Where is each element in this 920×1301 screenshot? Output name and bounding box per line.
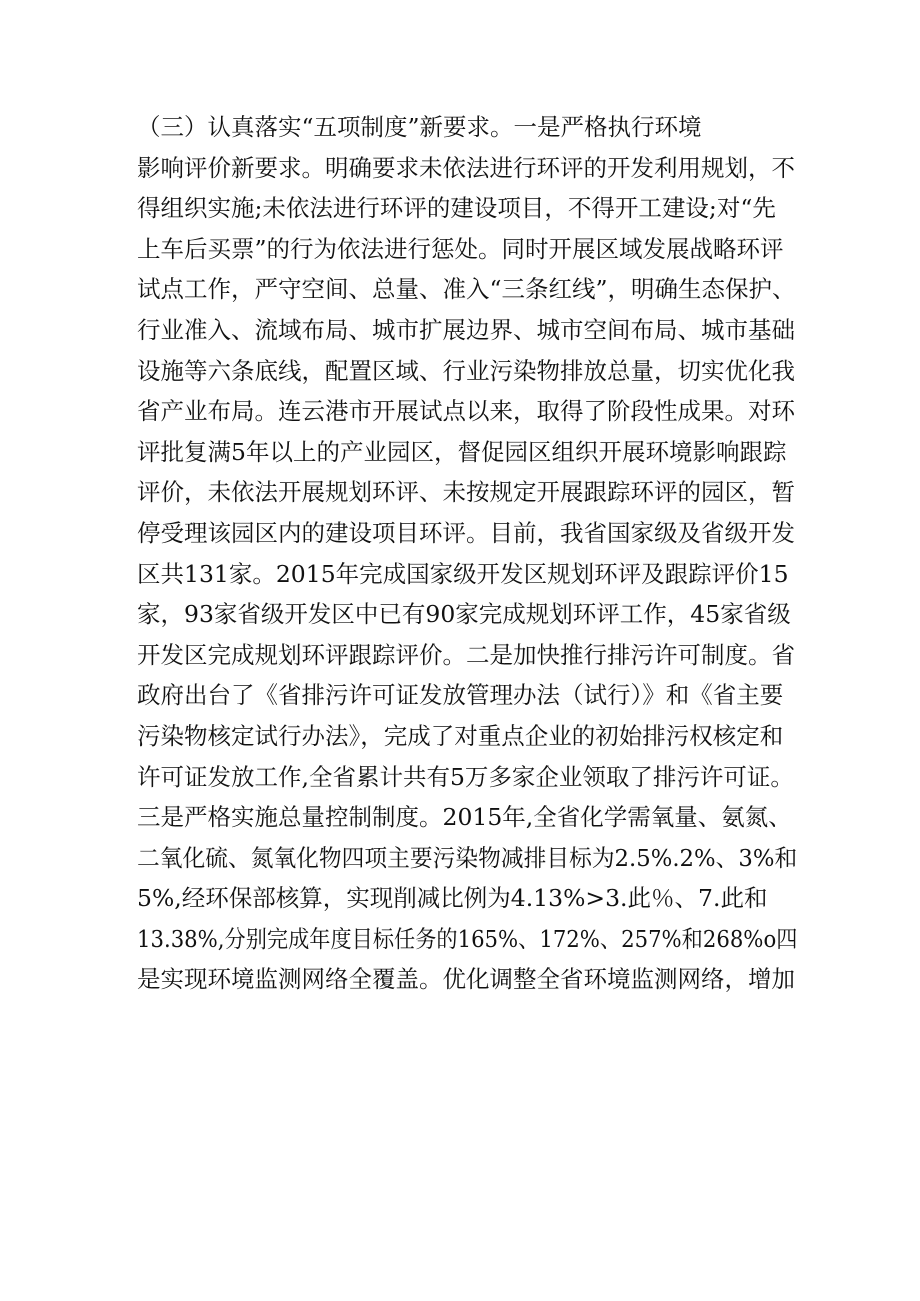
- text-line: 二氧化硫、氮氧化物四项主要污染物减排目标为2.5%.2%、3%和: [137, 843, 798, 872]
- text-line: 评批复满5年以上的产业园区，督促园区组织开展环境影响跟踪: [137, 437, 787, 466]
- text-line: 政府出台了《省排污许可证发放管理办法（试行）》和《省主要: [137, 681, 784, 710]
- text-line: 13.38%,分别完成年度目标任务的165%、172%、257%和268%o四: [137, 924, 798, 953]
- text-line: 行业准入、流域布局、城市扩展边界、城市空间布局、城市基础: [137, 315, 795, 344]
- body-paragraph: [137, 107, 797, 1000]
- text-line: 影响评价新要求。明确要求未依法进行环评的开发利用规划，不: [137, 153, 795, 182]
- text-line: （三）认真落实“五项制度”新要求。一是严格执行环境: [137, 113, 702, 141]
- text-line: 区共131家。2015年完成国家级开发区规划环评及跟踪评价15: [137, 559, 789, 588]
- text-line: 许可证发放工作,全省累计共有5万多家企业领取了排污许可证。: [137, 762, 794, 791]
- text-line: 得组织实施;未依法进行环评的建设项目，不得开工建设;对“先: [137, 194, 776, 223]
- text-line: 家，93家省级开发区中已有90家完成规划环评工作，45家省级: [137, 600, 791, 629]
- text-line: 5%,经环保部核算，实现削减比例为4.13%>3.此％、7.此和: [137, 884, 768, 913]
- text-line: 省产业布局。连云港市开展试点以来，取得了阶段性成果。对环: [137, 397, 795, 426]
- text-line: 是实现环境监测网络全覆盖。优化调整全省环境监测网络，增加: [137, 965, 795, 994]
- text-line: 试点工作，严守空间、总量、准入“三条红线”，明确生态保护、: [137, 275, 796, 304]
- text-line: 污染物核定试行办法》，完成了对重点企业的初始排污权核定和: [137, 721, 784, 750]
- text-line: 停受理该园区内的建设项目环评。目前，我省国家级及省级开发: [137, 518, 795, 547]
- text-line: 三是严格实施总量控制制度。2015年,全省化学需氧量、氨氮、: [137, 803, 792, 832]
- text-line: 评价，未依法开展规划环评、未按规定开展跟踪环评的园区，暂: [137, 478, 795, 507]
- text-line: 开发区完成规划环评跟踪评价。二是加快推行排污许可制度。省: [137, 640, 795, 669]
- text-line: 上车后买票”的行为依法进行惩处。同时开展区域发展战略环评: [137, 234, 784, 263]
- text-line: 设施等六条底线，配置区域、行业污染物排放总量，切实优化我: [137, 356, 795, 385]
